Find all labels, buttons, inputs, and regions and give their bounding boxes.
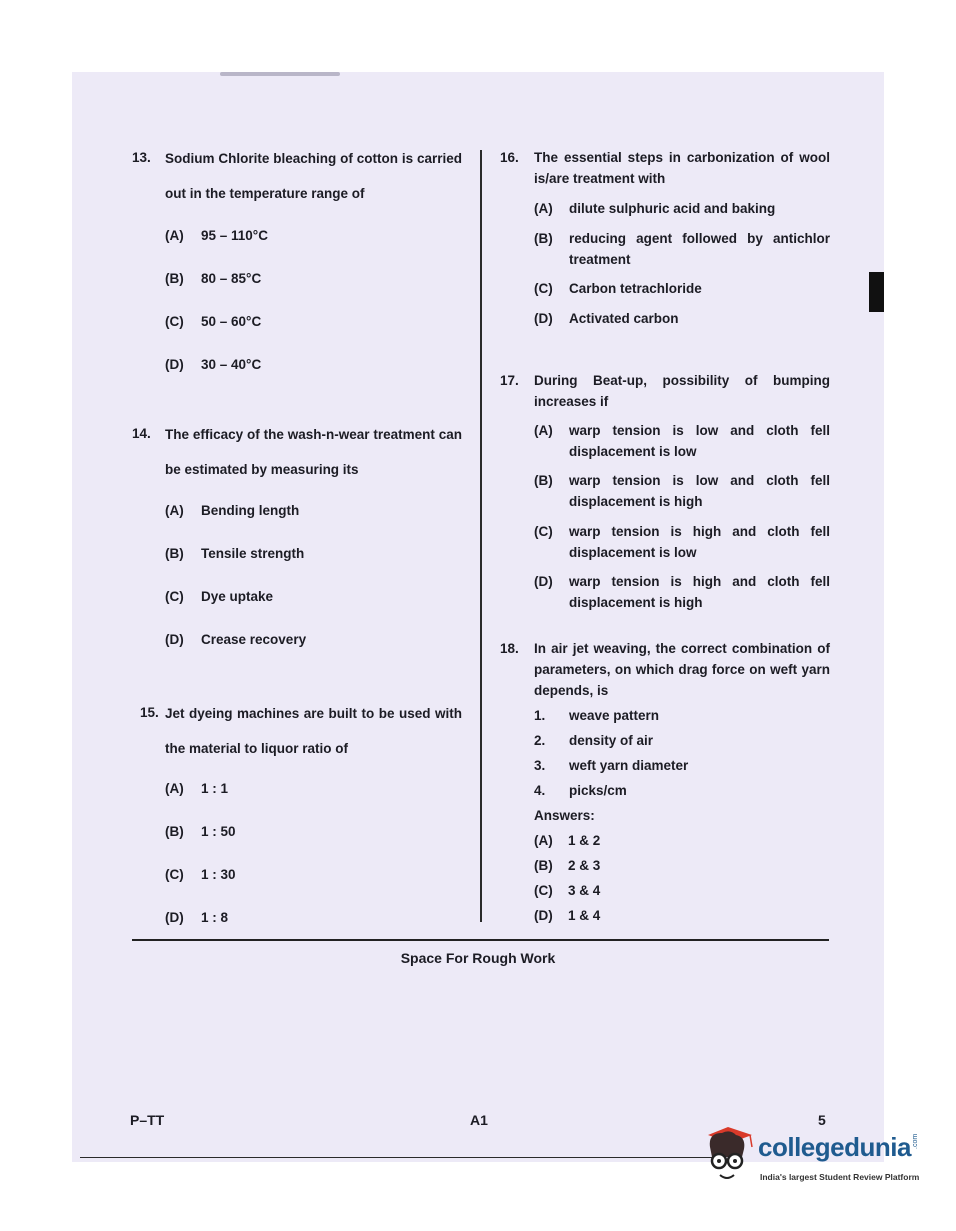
option-label: (C) [165, 314, 184, 329]
page-edge-marker [869, 272, 884, 312]
brand-name: collegedunia [758, 1132, 911, 1162]
q18-item-4 [534, 783, 830, 801]
q18-item-3 [534, 758, 830, 776]
q18-item-1 [534, 708, 830, 726]
option-text: Dye uptake [201, 589, 274, 604]
q18-item-2 [534, 733, 830, 751]
q15-option-c [165, 867, 236, 885]
q14-option-c [165, 589, 273, 607]
question-text: The essential steps in carbonization of wool is/are treatment with [534, 150, 830, 186]
item-text: density of air [569, 733, 654, 748]
option-label: (C) [165, 589, 184, 604]
option-text: 80 – 85°C [201, 271, 262, 286]
option-text: 1 : 50 [201, 824, 236, 839]
q15-option-a [165, 781, 228, 799]
option-label: (B) [534, 858, 553, 873]
question-15 [140, 705, 462, 766]
question-number: 16. [500, 150, 519, 165]
q17-option-c [534, 524, 830, 563]
q16-option-a [534, 201, 830, 219]
rough-work-heading: Space For Rough Work [400, 950, 556, 966]
option-text: 1 : 30 [201, 867, 236, 882]
student-mascot-icon [700, 1125, 760, 1193]
option-label: (D) [165, 910, 184, 925]
question-text: In air jet weaving, the correct combination of parameters, on which drag force on weft yarn depends, is [534, 641, 830, 698]
option-label: (A) [534, 423, 553, 438]
option-text: Carbon tetrachloride [569, 281, 702, 296]
option-text: dilute sulphuric acid and baking [569, 201, 776, 216]
q16-option-b [534, 231, 830, 270]
q16-option-d [534, 311, 830, 329]
option-label: (B) [534, 473, 553, 488]
option-text: reducing agent followed by antichlor treatment [569, 231, 830, 267]
question-16 [500, 150, 830, 189]
page-number: 5 [818, 1112, 826, 1128]
option-text: 1 & 2 [568, 833, 601, 848]
q18-option-d [534, 908, 600, 926]
option-text: 1 : 1 [201, 781, 229, 796]
question-number: 18. [500, 641, 519, 656]
item-label: 4. [534, 783, 546, 798]
option-text: 95 – 110°C [201, 228, 268, 243]
question-number: 15. [140, 705, 159, 720]
rough-work-divider [132, 939, 829, 941]
option-text: Activated carbon [569, 311, 679, 326]
q13-option-d [165, 357, 261, 375]
option-label: (D) [534, 311, 553, 326]
option-text: 50 – 60°C [201, 314, 262, 329]
question-text: The efficacy of the wash-n-wear treatment can be estimated by measuring its [165, 427, 462, 477]
option-text: warp tension is high and cloth fell displacement is high [569, 574, 830, 610]
q14-option-d [165, 632, 306, 650]
booklet-series: A1 [470, 1112, 488, 1128]
option-label: (B) [534, 231, 553, 246]
question-13 [132, 150, 462, 211]
q13-option-a [165, 228, 268, 246]
question-17 [500, 373, 830, 412]
q18-option-a [534, 833, 600, 851]
item-label: 1. [534, 708, 546, 723]
question-number: 14. [132, 426, 151, 441]
option-text: 30 – 40°C [201, 357, 262, 372]
question-number: 13. [132, 150, 151, 165]
item-label: 3. [534, 758, 546, 773]
option-label: (B) [165, 271, 184, 286]
q18-option-c [534, 883, 600, 901]
q15-option-b [165, 824, 236, 842]
q17-option-d [534, 574, 830, 613]
option-label: (B) [165, 824, 184, 839]
q17-option-b [534, 473, 830, 512]
option-text: 1 : 8 [201, 910, 229, 925]
exam-page [72, 72, 884, 1162]
scan-smudge [220, 72, 340, 76]
item-label: 2. [534, 733, 546, 748]
answers-heading [534, 808, 595, 826]
option-label: (C) [534, 524, 553, 539]
q18-option-b [534, 858, 600, 876]
option-label: (A) [165, 503, 184, 518]
option-text: Crease recovery [201, 632, 307, 647]
option-label: (A) [165, 781, 184, 796]
option-text: warp tension is low and cloth fell displacement is low [569, 423, 830, 459]
q16-option-c [534, 281, 830, 299]
question-text: Jet dyeing machines are built to be used with the material to liquor ratio of [165, 706, 462, 756]
option-text: warp tension is high and cloth fell displacement is low [569, 524, 830, 560]
option-text: 2 & 3 [568, 858, 601, 873]
q15-option-d [165, 910, 228, 928]
question-text: During Beat-up, possibility of bumping increases if [534, 373, 830, 409]
question-14 [132, 426, 462, 487]
option-label: (C) [165, 867, 184, 882]
option-label: (C) [534, 281, 553, 296]
question-text: Sodium Chlorite bleaching of cotton is carried out in the temperature range of [165, 151, 462, 201]
q13-option-c [165, 314, 261, 332]
option-text: Bending length [201, 503, 300, 518]
item-text: weave pattern [569, 708, 660, 723]
item-text: picks/cm [569, 783, 627, 798]
option-label: (A) [534, 833, 553, 848]
brand-tagline: India's largest Student Review Platform [760, 1172, 920, 1182]
option-text: warp tension is low and cloth fell displacement is high [569, 473, 830, 509]
option-label: (D) [534, 574, 553, 589]
brand-domain: .com [912, 1133, 919, 1149]
option-label: (C) [534, 883, 553, 898]
q17-option-a [534, 423, 830, 462]
option-label: (A) [165, 228, 184, 243]
collegedunia-watermark [700, 1125, 940, 1195]
answers-label: Answers: [534, 808, 595, 823]
option-label: (A) [534, 201, 553, 216]
question-number: 17. [500, 373, 519, 388]
q13-option-b [165, 271, 261, 289]
option-label: (D) [165, 632, 184, 647]
q14-option-b [165, 546, 304, 564]
q14-option-a [165, 503, 299, 521]
question-18 [500, 641, 830, 701]
option-label: (D) [534, 908, 553, 923]
option-label: (D) [165, 357, 184, 372]
item-text: weft yarn diameter [569, 758, 689, 773]
paper-code: P–TT [130, 1112, 165, 1128]
column-divider [480, 150, 482, 922]
option-text: Tensile strength [201, 546, 305, 561]
option-text: 3 & 4 [568, 883, 601, 898]
footer-rule [80, 1157, 720, 1158]
option-text: 1 & 4 [568, 908, 601, 923]
option-label: (B) [165, 546, 184, 561]
